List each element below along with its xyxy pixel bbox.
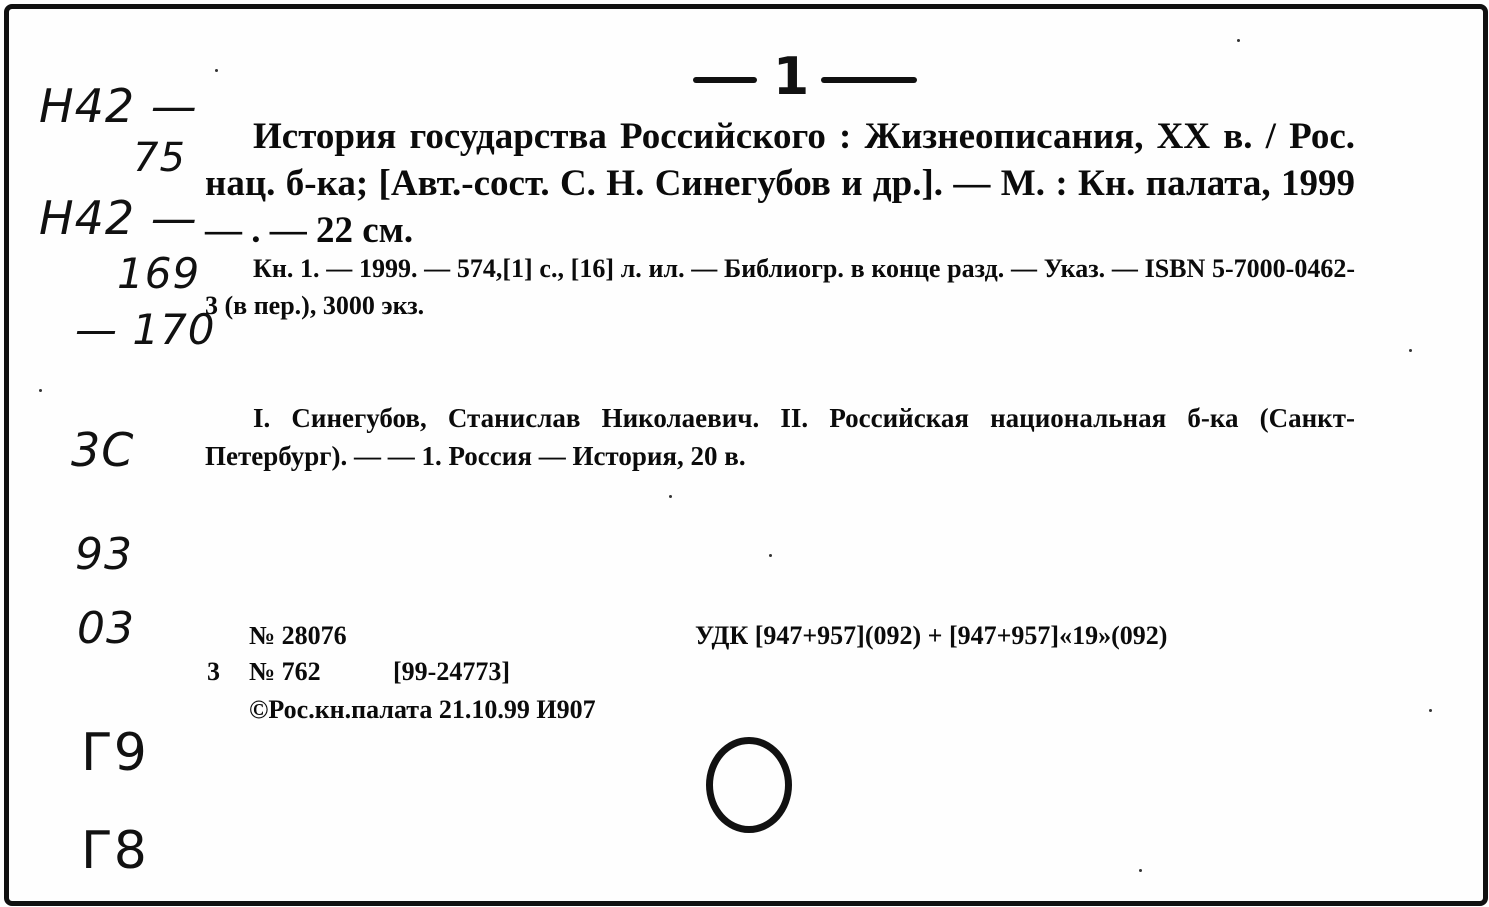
margin-note-4: 169	[117, 249, 201, 298]
margin-note-7: 93	[75, 529, 133, 580]
footer-number-1: № 28076	[249, 621, 347, 650]
footer-number-2: № 762	[249, 657, 321, 686]
scan-speck	[769, 554, 772, 557]
margin-note-9: Г9	[81, 723, 148, 783]
footer-order: [99-24773]	[393, 657, 510, 686]
card-number-dash-right	[821, 77, 917, 83]
catalog-card	[4, 4, 1488, 906]
scan-speck	[39, 389, 42, 392]
margin-note-6: 3С	[71, 423, 135, 477]
margin-note-3: Н42 —	[39, 191, 198, 245]
scan-speck	[215, 69, 218, 72]
scan-speck	[1429, 709, 1432, 712]
scan-speck	[1237, 39, 1240, 42]
entry-title-text: История государства Российского : Жизнеописания, XX в. / Рос. нац. б-ка; [Авт.-сост. С. Н. Синегубов и др.]. — М. : Кн. палата, 1999 — . — 22 см.	[205, 116, 1355, 251]
margin-note-10: Г8	[81, 821, 148, 881]
margin-note-5: — 170	[75, 305, 216, 354]
scan-speck	[669, 495, 672, 498]
footer-copyright: ©Рос.кн.палата 21.10.99 И907	[249, 695, 596, 724]
card-punch-hole	[706, 737, 792, 833]
entry-volume	[205, 250, 1355, 324]
entry-tracings-text: I. Синегубов, Станислав Николаевич. II. Российская национальная б-ка (Санкт-Петербург). — — 1. Россия — История, 20 в.	[205, 403, 1355, 471]
scan-speck	[1409, 349, 1412, 352]
footer-prefix: 3	[207, 657, 220, 686]
card-number-dash-left	[693, 77, 757, 83]
margin-note-8: 03	[77, 603, 135, 654]
margin-note-2: 75	[133, 135, 186, 181]
card-number: 1	[773, 47, 811, 107]
margin-note-1: Н42 —	[39, 79, 198, 133]
scan-speck	[1139, 869, 1142, 872]
entry-tracings	[205, 399, 1355, 475]
entry-volume-text: Кн. 1. — 1999. — 574,[1] с., [16] л. ил. — Библиогр. в конце разд. — Указ. — ISBN 5-7000-0462-3 (в пер.), 3000 экз.	[205, 254, 1355, 320]
entry-title	[205, 113, 1355, 254]
footer-udk: УДК [947+957](092) + [947+957]«19»(092)	[695, 621, 1168, 650]
